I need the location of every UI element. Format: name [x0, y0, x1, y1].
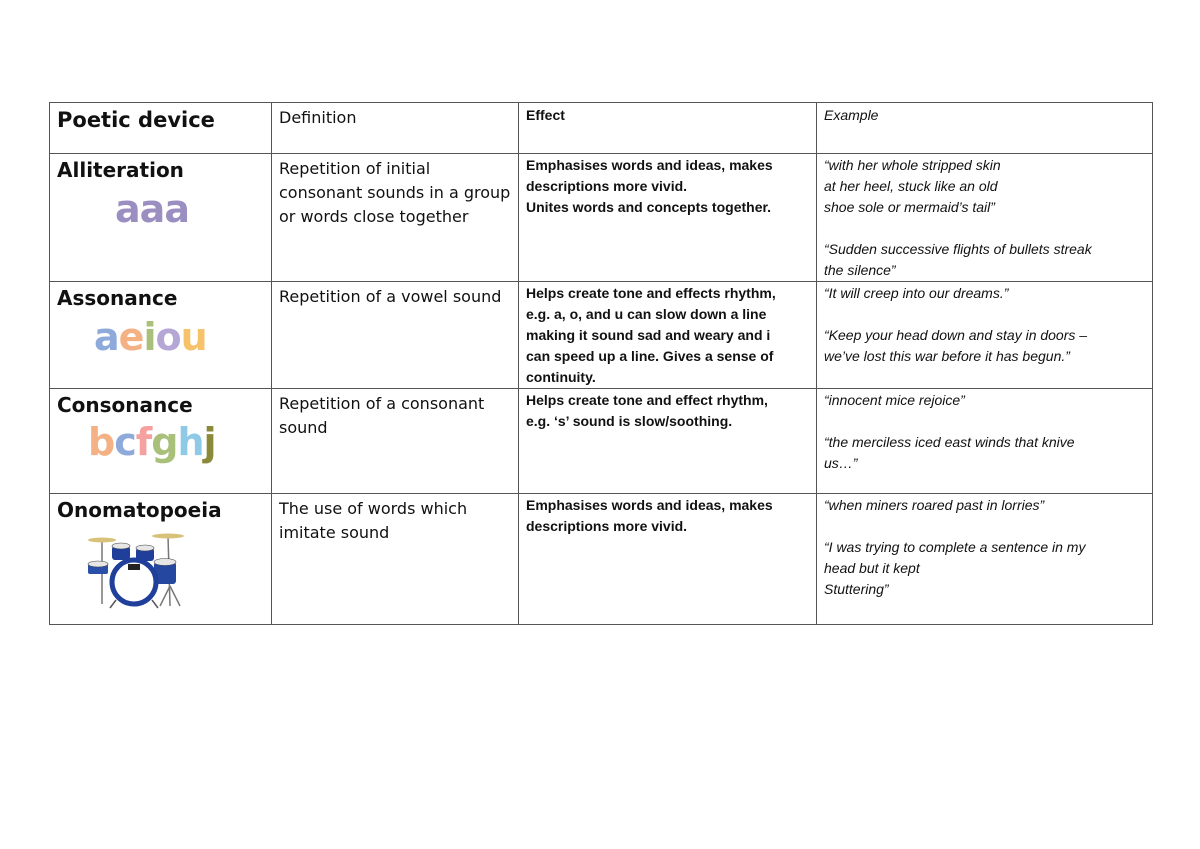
example-line: “innocent mice rejoice”: [824, 392, 965, 408]
effect-line: e.g. ‘s’ sound is slow/soothing.: [526, 413, 733, 429]
header-example-cell: [817, 103, 1153, 154]
header-definition-cell: [272, 103, 519, 154]
letters-illustration: [50, 316, 271, 358]
illustration-letter: h: [177, 420, 204, 464]
example-cell: [817, 494, 1153, 625]
letters-illustration: [50, 188, 271, 230]
effect-line: e.g. a, o, and u can slow down a line: [526, 306, 767, 322]
header-definition: Definition: [279, 108, 357, 127]
table-row: [50, 282, 1153, 389]
illustration-letter: i: [143, 315, 156, 359]
letters-illustration: [50, 421, 271, 463]
example-text: [817, 389, 1152, 474]
definition-text: Repetition of a consonant sound: [279, 394, 485, 437]
example-text: [817, 494, 1152, 600]
example-quote: [824, 390, 1146, 411]
example-line: at her heel, stuck like an old: [824, 178, 998, 194]
illustration-letter: b: [88, 420, 115, 464]
example-quote: [824, 537, 1146, 600]
device-cell: [50, 154, 272, 282]
illustration-letter: g: [151, 420, 178, 464]
drum-kit-icon: [80, 526, 190, 612]
example-line: “when miners roared past in lorries”: [824, 497, 1045, 513]
device-name: Assonance: [57, 286, 178, 310]
example-line: “Sudden successive flights of bullets streak: [824, 241, 1092, 257]
header-row: [50, 103, 1153, 154]
illustration-letter: j: [203, 420, 216, 464]
table-row: [50, 154, 1153, 282]
illustration-letter: f: [135, 420, 152, 464]
example-quote: [824, 432, 1146, 474]
device-name: Alliteration: [57, 158, 184, 182]
header-effect-cell: [519, 103, 817, 154]
header-example: Example: [824, 107, 879, 123]
effect-cell: [519, 282, 817, 389]
definition-cell: [272, 494, 519, 625]
header-device: Poetic device: [57, 108, 215, 132]
example-line: shoe sole or mermaid’s tail”: [824, 199, 995, 215]
effect-line: Emphasises words and ideas, makes: [526, 157, 773, 173]
device-cell: [50, 282, 272, 389]
effect-text: [519, 494, 816, 537]
example-line: head but it kept: [824, 560, 920, 576]
effect-line: Unites words and concepts together.: [526, 199, 772, 215]
definition-text: The use of words which imitate sound: [279, 499, 468, 542]
example-cell: [817, 154, 1153, 282]
example-line: “the merciless iced east winds that knive: [824, 434, 1075, 450]
example-cell: [817, 282, 1153, 389]
example-line: the silence”: [824, 262, 896, 278]
example-line: Stuttering”: [824, 581, 889, 597]
effect-line: Helps create tone and effects rhythm,: [526, 285, 776, 301]
example-text: [817, 154, 1152, 281]
effect-line: Emphasises words and ideas, makes: [526, 497, 773, 513]
effect-line: making it sound sad and weary and i: [526, 327, 771, 343]
effect-line: descriptions more vivid.: [526, 518, 688, 534]
effect-line: descriptions more vivid.: [526, 178, 688, 194]
definition-text: Repetition of a vowel sound: [279, 287, 502, 306]
illustration-letter: a: [164, 187, 189, 231]
effect-cell: [519, 389, 817, 494]
table-row: [50, 494, 1153, 625]
definition-cell: [272, 389, 519, 494]
definition-text: Repetition of initial consonant sounds in a group or words close together: [279, 159, 511, 226]
effect-text: [519, 154, 816, 218]
header-device-cell: [50, 103, 272, 154]
illustration-letter: a: [139, 187, 165, 231]
definition-cell: [272, 282, 519, 389]
illustration-letter: e: [118, 315, 144, 359]
effect-text: [519, 389, 816, 432]
drum-kit-icon: [50, 526, 271, 616]
effect-cell: [519, 494, 817, 625]
example-quote: [824, 495, 1146, 516]
example-line: “I was trying to complete a sentence in my: [824, 539, 1086, 555]
poetic-devices-table: [49, 102, 1153, 625]
example-line: us…”: [824, 455, 858, 471]
effect-line: Helps create tone and effect rhythm,: [526, 392, 768, 408]
definition-cell: [272, 154, 519, 282]
illustration-letter: c: [114, 420, 136, 464]
example-line: “Keep your head down and stay in doors –: [824, 327, 1088, 343]
example-line: “It will creep into our dreams.”: [824, 285, 1009, 301]
example-cell: [817, 389, 1153, 494]
device-cell: [50, 494, 272, 625]
illustration-letter: a: [94, 315, 119, 359]
example-quote: [824, 239, 1146, 281]
example-text: [817, 282, 1152, 367]
example-line: we’ve lost this war before it has begun.”: [824, 348, 1070, 364]
effect-line: continuity.: [526, 369, 596, 385]
illustration-letter: o: [155, 315, 181, 359]
table-row: [50, 389, 1153, 494]
effect-cell: [519, 154, 817, 282]
effect-text: [519, 282, 816, 388]
illustration-letter: a: [115, 187, 140, 231]
header-effect: Effect: [526, 107, 565, 123]
effect-line: can speed up a line. Gives a sense of: [526, 348, 774, 364]
example-quote: [824, 155, 1146, 218]
example-quote: [824, 283, 1146, 304]
example-line: “with her whole stripped skin: [824, 157, 1001, 173]
device-name: Consonance: [57, 393, 193, 417]
example-quote: [824, 325, 1146, 367]
illustration-letter: u: [180, 315, 207, 359]
device-cell: [50, 389, 272, 494]
device-name: Onomatopoeia: [57, 498, 222, 522]
